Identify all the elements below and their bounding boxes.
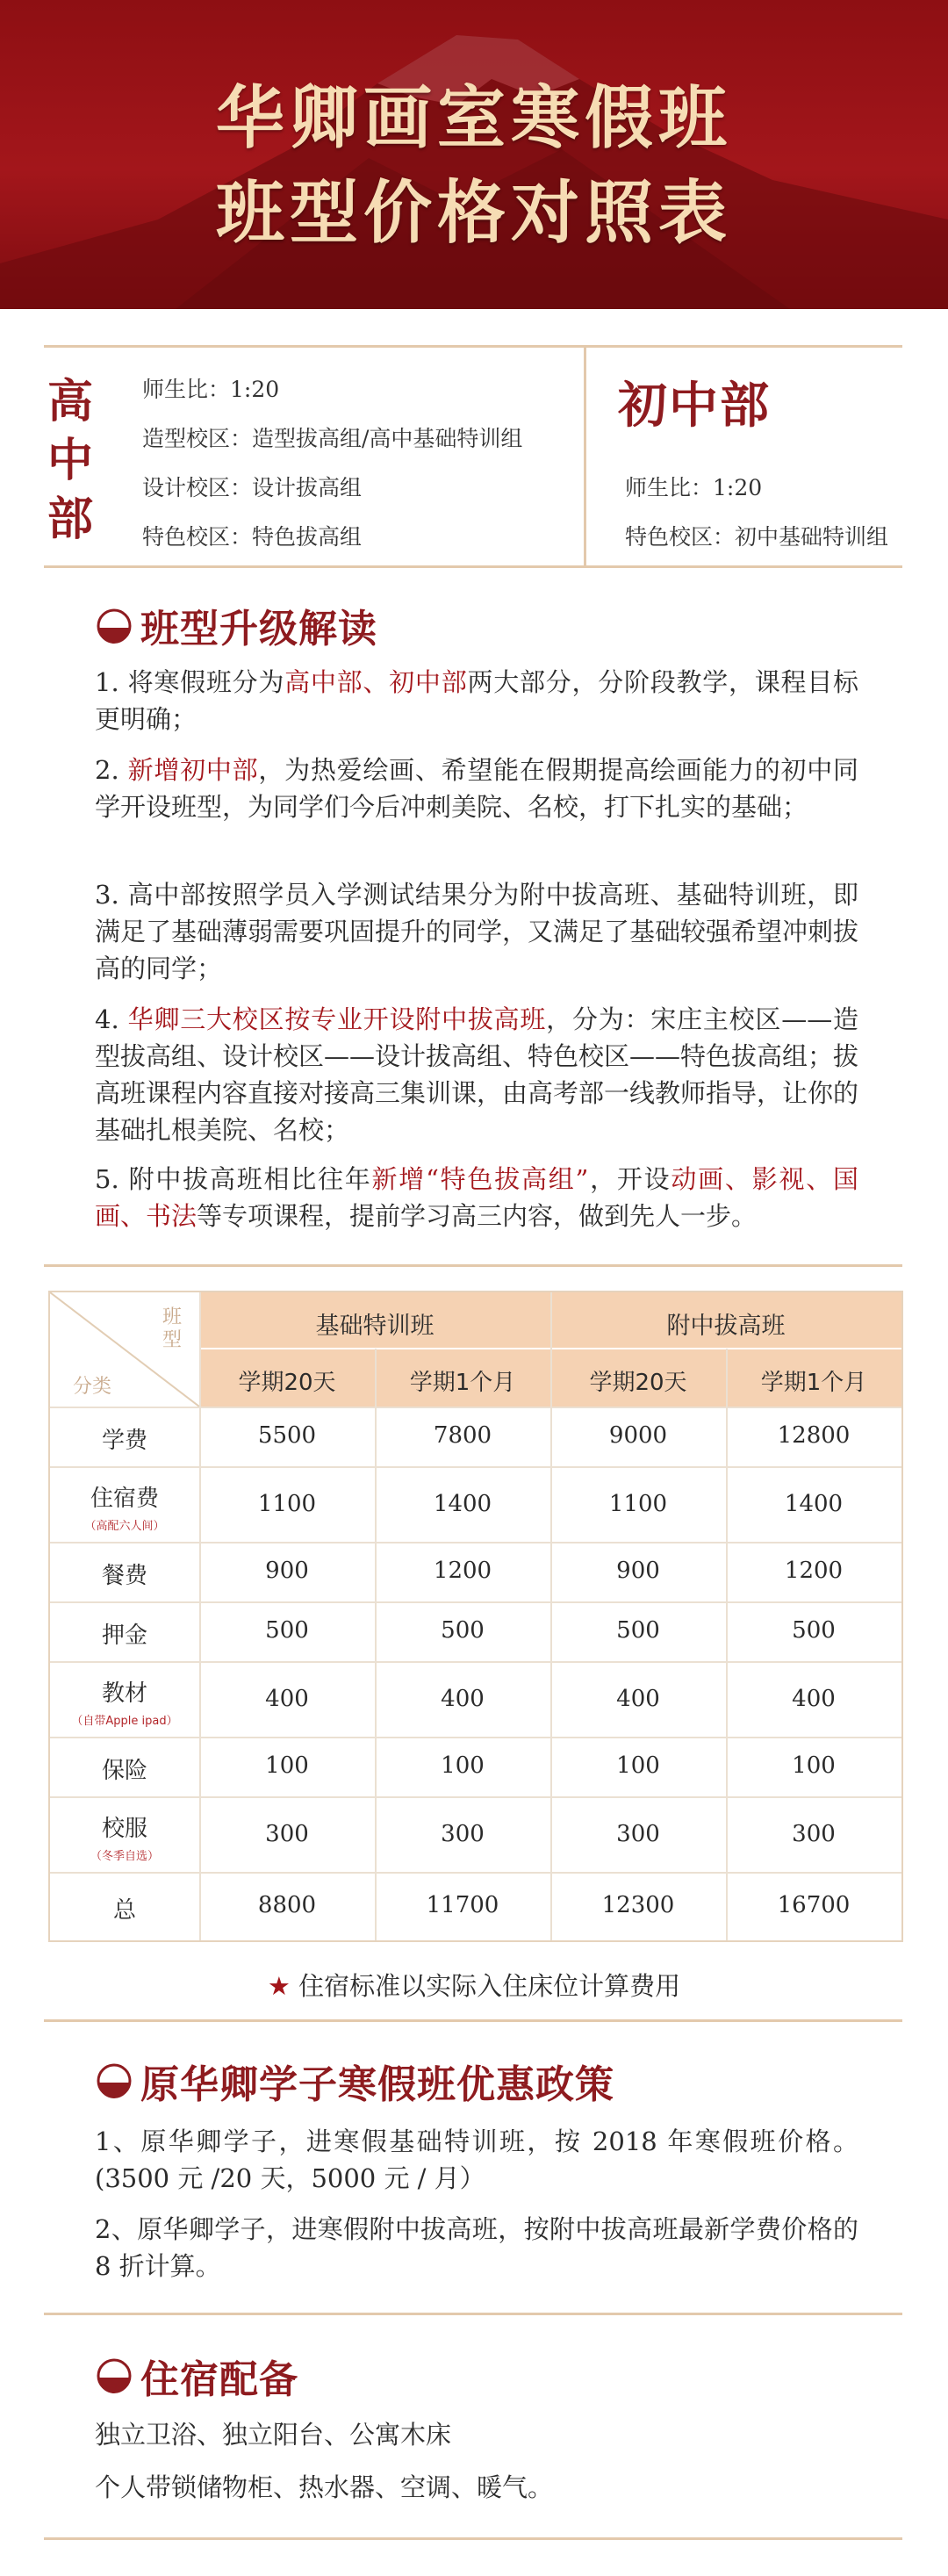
lodging-title: 住宿配备: [140, 2357, 298, 2402]
junior-ratio: 师生比：1:20: [625, 475, 763, 500]
group-header: 附中拔高班: [666, 1313, 786, 1340]
row-divider: [50, 1737, 901, 1738]
price-cell: 100: [441, 1752, 485, 1779]
price-cell: 400: [441, 1686, 485, 1712]
price-cell: 100: [616, 1752, 660, 1779]
senior-title-char: 中: [47, 434, 93, 487]
row-divider: [50, 1542, 901, 1543]
group-header: 基础特训班: [315, 1313, 434, 1340]
price-cell: 1400: [784, 1491, 844, 1517]
row-label: 总: [112, 1897, 136, 1924]
total-cell: 12300: [601, 1892, 675, 1918]
upgrade-paragraph: 2. 新增初中部，为热爱绘画、希望能在假期提高绘画能力的初中同学开设班型，为同学们今后冲刺美院、名校，打下扎实的基础；: [95, 755, 858, 822]
total-cell: 16700: [777, 1892, 851, 1918]
alumni-title: 原华卿学子寒假班优惠政策: [140, 2062, 614, 2107]
row-label: 保险: [101, 1758, 147, 1784]
lodging-line: 独立卫浴、独立阳台、公寓木床: [95, 2420, 452, 2450]
upgrade-paragraph: 5. 附中拔高班相比往年新增“特色拔高组”，开设动画、影视、国画、书法等专项课程，提前学习高三内容，做到先人一步。: [95, 1164, 858, 1231]
senior-title-char: 高: [47, 375, 93, 428]
period-header: 学期20天: [589, 1370, 687, 1396]
senior-title-char: 部: [47, 493, 93, 546]
header-banner: [0, 0, 948, 309]
corner-label-category: 分类: [73, 1376, 112, 1398]
row-divider: [50, 1407, 901, 1408]
star-icon: ★: [267, 1971, 291, 2001]
column-divider: [584, 348, 586, 565]
price-cell: 500: [265, 1617, 309, 1644]
banner-title-line1: 华卿画室寒假班: [215, 79, 732, 158]
price-cell: 500: [441, 1617, 485, 1644]
banner-title-line2: 班型价格对照表: [215, 174, 732, 253]
price-cell: 300: [792, 1821, 836, 1847]
price-cell: 12800: [777, 1422, 851, 1449]
row-label: 押金: [101, 1623, 147, 1649]
price-cell: 300: [441, 1821, 485, 1847]
alumni-paragraph: 1、原华卿学子，进寒假基础特训班，按 2018 年寒假班价格。(3500 元 /20 天，5000 元 / 月）: [95, 2126, 858, 2193]
price-cell: 7800: [433, 1422, 492, 1449]
price-cell: 100: [792, 1752, 836, 1779]
price-table: [48, 1291, 903, 1942]
row-label: 教材 （自带Apple ipad）: [71, 1680, 178, 1728]
upgrade-paragraph: 4. 华卿三大校区按专业开设附中拔高班，分为：宋庄主校区——造型拔高组、设计校区——设计拔高组、特色校区——特色拔高组；拔高班课程内容直接对接高三集训课，由高考部一线教师指导，让你的基础扎根美院、名校；: [95, 1004, 859, 1145]
total-cell: 11700: [426, 1892, 499, 1918]
price-cell: 900: [265, 1558, 309, 1584]
price-cell: 400: [265, 1686, 309, 1712]
row-divider: [50, 1796, 901, 1798]
row-label: 校服 （冬季自选）: [90, 1816, 159, 1863]
half-circle-icon: [97, 2063, 132, 2098]
divider: [44, 2313, 902, 2315]
price-cell: 300: [265, 1821, 309, 1847]
junior-title: 初中部: [618, 377, 771, 435]
upgrade-title: 班型升级解读: [140, 607, 377, 651]
period-header: 学期20天: [238, 1370, 336, 1396]
senior-campus: 设计校区：设计拔高组: [142, 475, 363, 500]
price-cell: 900: [616, 1558, 660, 1584]
half-circle-icon: [97, 2358, 132, 2393]
junior-campus: 特色校区：初中基础特训组: [625, 524, 889, 550]
price-cell: 300: [616, 1821, 660, 1847]
price-cell: 500: [792, 1617, 836, 1644]
price-cell: 1100: [257, 1491, 317, 1517]
price-cell: 1200: [784, 1558, 844, 1584]
row-divider: [50, 1872, 901, 1874]
row-label: 学费: [101, 1428, 147, 1454]
total-cell: 8800: [257, 1892, 317, 1918]
divider: [44, 2019, 902, 2022]
price-cell: 5500: [257, 1422, 317, 1449]
divider: [44, 565, 902, 568]
senior-campus: 造型校区：造型拔高组/高中基础特训组: [142, 426, 523, 451]
price-cell: 500: [616, 1617, 660, 1644]
senior-ratio: 师生比：1:20: [142, 377, 280, 402]
price-cell: 9000: [608, 1422, 668, 1449]
price-cell: 1100: [608, 1491, 668, 1517]
alumni-paragraph: 2、原华卿学子，进寒假附中拔高班，按附中拔高班最新学费价格的 8 折计算。: [95, 2214, 858, 2281]
price-cell: 100: [265, 1752, 309, 1779]
price-cell: 1200: [433, 1558, 492, 1584]
upgrade-paragraph: 3. 高中部按照学员入学测试结果分为附中拔高班、基础特训班，即满足了基础薄弱需要巩固提升的同学，又满足了基础较强希望冲刺拔高的同学；: [95, 880, 859, 983]
senior-campus: 特色校区：特色拔高组: [142, 524, 363, 550]
row-divider: [50, 1661, 901, 1663]
corner-label-class: 班型: [162, 1306, 183, 1351]
row-label: 餐费: [101, 1563, 147, 1589]
row-label: 住宿费 （高配六人间）: [84, 1486, 165, 1533]
price-cell: 400: [792, 1686, 836, 1712]
price-cell: 1400: [433, 1491, 492, 1517]
row-divider: [50, 1466, 901, 1468]
upgrade-paragraph: 1. 将寒假班分为高中部、初中部两大部分，分阶段教学，课程目标更明确；: [95, 667, 858, 734]
period-header: 学期1个月: [409, 1370, 516, 1396]
divider: [44, 2537, 902, 2540]
lodging-line: 个人带锁储物柜、热水器、空调、暖气。: [95, 2472, 554, 2502]
half-circle-icon: [97, 608, 132, 644]
divider: [44, 1264, 902, 1267]
price-cell: 400: [616, 1686, 660, 1712]
row-divider: [50, 1601, 901, 1603]
period-header: 学期1个月: [760, 1370, 867, 1396]
lodging-note: ★ 住宿标准以实际入住床位计算费用: [267, 1971, 681, 2001]
